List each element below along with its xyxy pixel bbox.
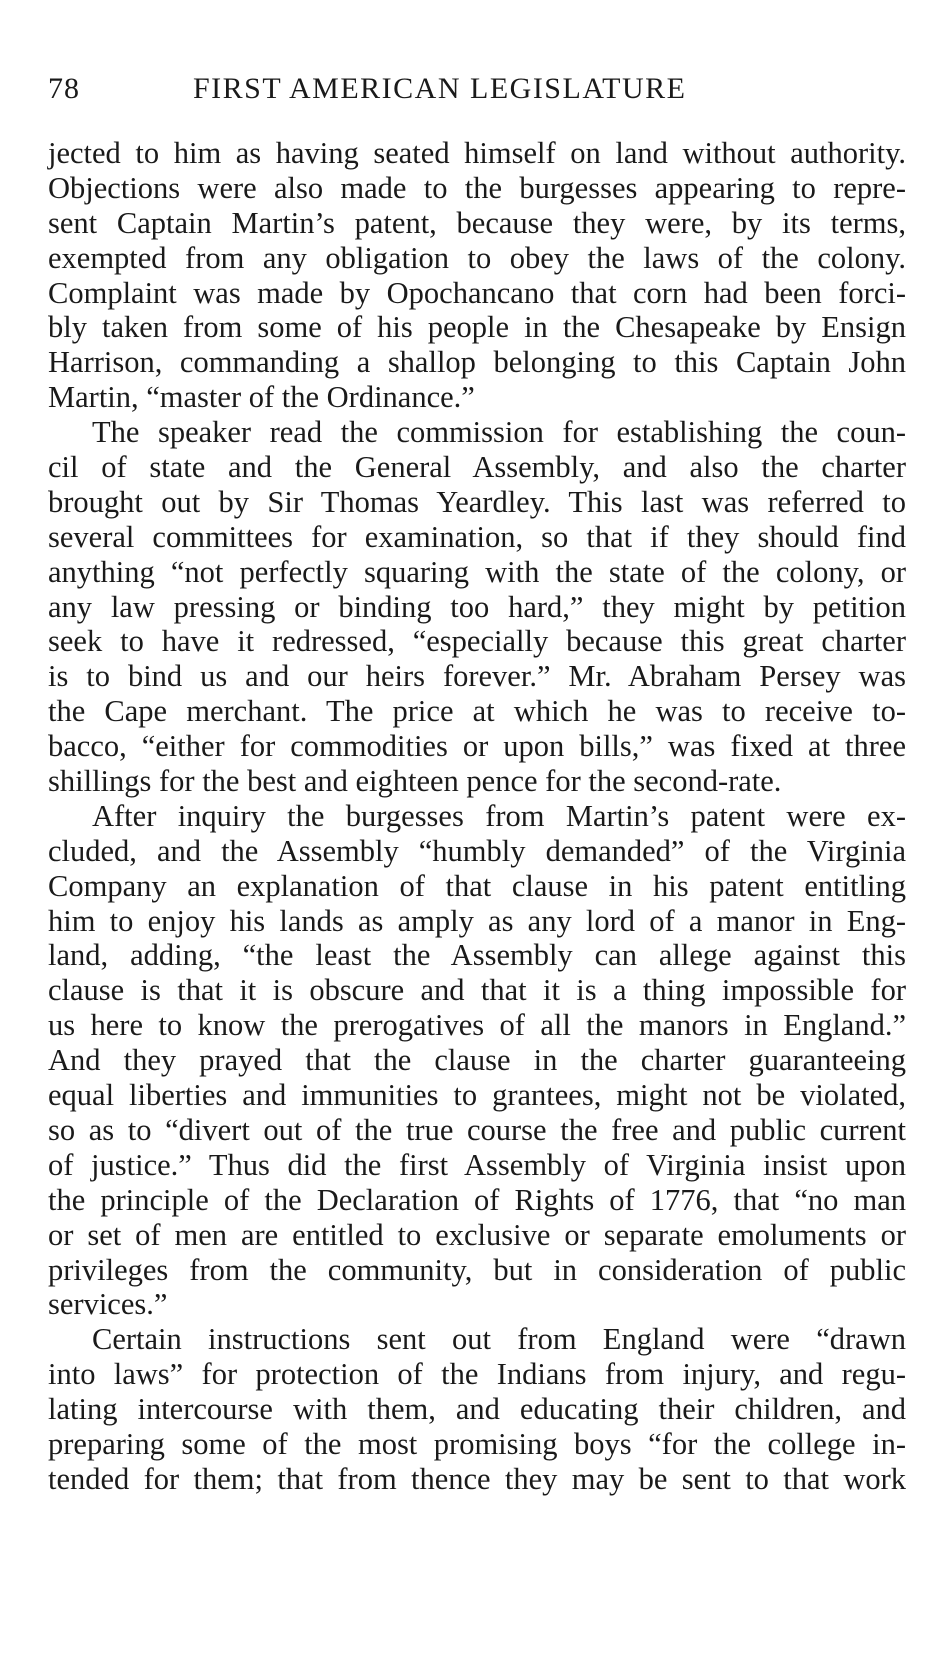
text-line: the principle of the Declaration of Rights of 1776, that “no man	[48, 1182, 906, 1217]
text-line: bacco, “either for commodities or upon bills,” was fixed at three	[48, 729, 906, 764]
text-line: sent Captain Martin’s patent, because they were, by its terms,	[48, 205, 906, 240]
text-line: The speaker read the commission for establishing the coun-	[92, 415, 906, 450]
text-line: cil of state and the General Assembly, and also the charter	[48, 450, 906, 485]
text-line: tended for them; that from thence they may be sent to that work	[48, 1461, 906, 1496]
paragraph-3	[48, 799, 906, 1322]
text-line: And they prayed that the clause in the charter guaranteeing	[48, 1043, 906, 1078]
text-line: seek to have it redressed, “especially because this great charter	[48, 624, 906, 659]
body-text	[48, 136, 906, 1497]
paragraph-4	[48, 1322, 906, 1496]
running-title: FIRST AMERICAN LEGISLATURE	[193, 72, 687, 105]
text-line: After inquiry the burgesses from Martin’s patent were ex-	[92, 798, 906, 833]
text-line: Complaint was made by Opochancano that corn had been forci-	[48, 275, 906, 310]
text-line: is to bind us and our heirs forever.” Mr. Abraham Persey was	[48, 659, 906, 694]
text-line: clause is that it is obscure and that it is a thing impossible for	[48, 973, 906, 1008]
text-line: us here to know the prerogatives of all the manors in England.”	[48, 1008, 906, 1043]
text-line: preparing some of the most promising boys “for the college in-	[48, 1426, 906, 1461]
paragraph-2	[48, 415, 906, 799]
text-line: privileges from the community, but in consideration of public	[48, 1252, 906, 1287]
text-line: lating intercourse with them, and educating their children, and	[48, 1392, 906, 1427]
text-line: of justice.” Thus did the first Assembly of Virginia insist upon	[48, 1147, 906, 1182]
paragraph-1	[48, 136, 906, 415]
text-line: jected to him as having seated himself on land without authority.	[48, 136, 906, 170]
text-line: anything “not perfectly squaring with the state of the colony, or	[48, 554, 906, 589]
text-line: services.”	[48, 1287, 168, 1322]
text-line: so as to “divert out of the true course the free and public current	[48, 1112, 906, 1147]
text-line: him to enjoy his lands as amply as any lord of a manor in Eng-	[48, 903, 906, 938]
text-line: into laws” for protection of the Indians from injury, and regu-	[48, 1357, 906, 1392]
text-line: Harrison, commanding a shallop belonging to this Captain John	[48, 345, 906, 380]
text-line: brought out by Sir Thomas Yeardley. This last was referred to	[48, 484, 906, 519]
text-line: exempted from any obligation to obey the laws of the colony.	[48, 240, 906, 275]
text-line: land, adding, “the least the Assembly can allege against this	[48, 938, 906, 973]
running-header	[48, 72, 908, 112]
text-line: Company an explanation of that clause in his patent entitling	[48, 868, 906, 903]
text-line: bly taken from some of his people in the Chesapeake by Ensign	[48, 310, 906, 345]
text-line: Objections were also made to the burgesses appearing to repre-	[48, 170, 906, 205]
text-line: cluded, and the Assembly “humbly demanded” of the Virginia	[48, 833, 906, 868]
text-line: shillings for the best and eighteen pence for the second-rate.	[48, 764, 782, 799]
text-line: Certain instructions sent out from England were “drawn	[92, 1322, 906, 1357]
text-line: several committees for examination, so that if they should find	[48, 519, 906, 554]
text-line: Martin, “master of the Ordinance.”	[48, 380, 475, 415]
page-number: 78	[48, 72, 80, 105]
text-line: any law pressing or binding too hard,” they might by petition	[48, 589, 906, 624]
text-line: equal liberties and immunities to grantees, might not be violated,	[48, 1078, 906, 1113]
text-line: the Cape merchant. The price at which he was to receive to-	[48, 694, 906, 729]
text-line: or set of men are entitled to exclusive or separate emoluments or	[48, 1217, 906, 1252]
